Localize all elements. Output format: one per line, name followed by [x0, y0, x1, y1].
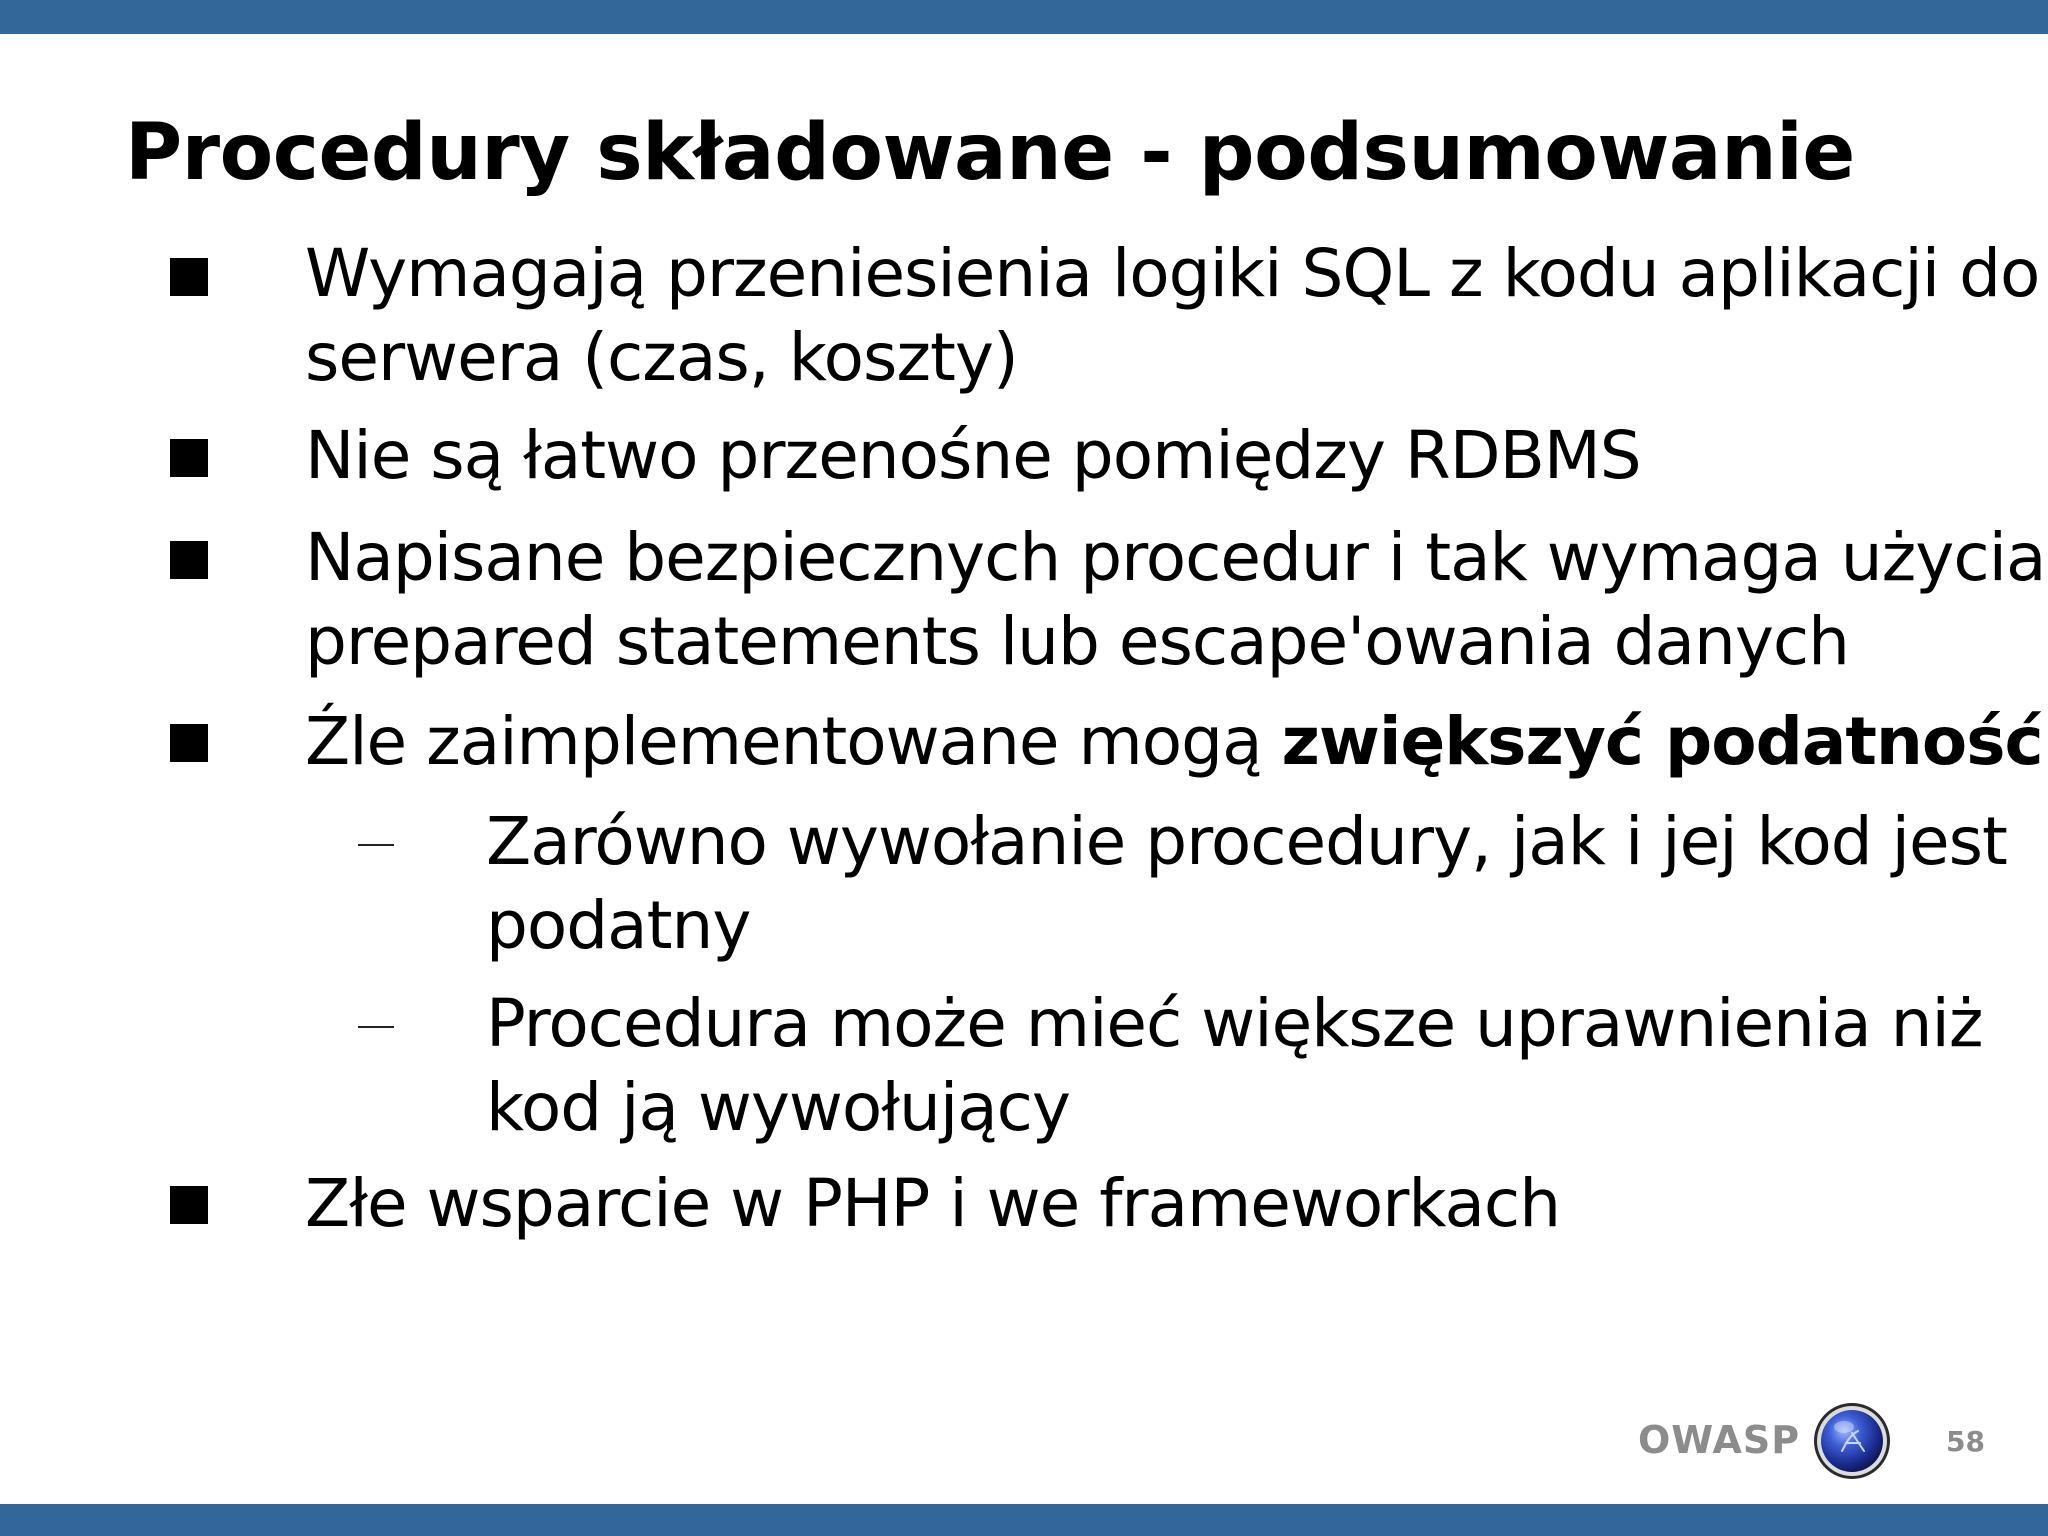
bullet-text-prefix: Źle zaimplementowane mogą [305, 703, 1282, 780]
bottom-accent-bar [0, 1504, 2048, 1536]
bullet-line: Wymagają przeniesienia logiki SQL z kodu aplikacji do [305, 235, 2040, 312]
sub-bullet-line: Zarówno wywołanie procedury, jak i jej kod jest [486, 803, 2007, 880]
bullet-line: Napisane bezpiecznych procedur i tak wymaga użycia [305, 519, 2046, 596]
bullet-line: prepared statements lub escape'owania danych [305, 603, 1849, 680]
bullet-line: Złe wsparcie w PHP i we frameworkach [305, 1165, 1561, 1242]
owasp-globe-icon [1812, 1401, 1892, 1481]
square-bullet-icon [170, 724, 208, 762]
dash-bullet-icon [358, 844, 394, 846]
bullet-line: serwera (czas, koszty) [305, 319, 1018, 396]
dash-bullet-icon [358, 1026, 394, 1028]
square-bullet-icon [170, 541, 208, 579]
square-bullet-icon [170, 439, 208, 477]
page-number: 58 [1946, 1425, 1985, 1458]
square-bullet-icon [170, 1186, 208, 1224]
square-bullet-icon [170, 258, 208, 296]
sub-bullet-line: Procedura może mieć większe uprawnienia niż [486, 985, 1983, 1062]
top-accent-bar [0, 0, 2048, 34]
bullet-text-emphasis: zwiększyć podatność [1281, 703, 2043, 780]
sub-bullet-line: podatny [486, 887, 751, 964]
bullet-line: Nie są łatwo przenośne pomiędzy RDBMS [305, 417, 1641, 494]
sub-bullet-line: kod ją wywołujący [486, 1069, 1070, 1146]
owasp-brand-text: OWASP [1638, 1418, 1801, 1462]
slide-title: Procedury składowane - podsumowanie [125, 108, 1855, 198]
